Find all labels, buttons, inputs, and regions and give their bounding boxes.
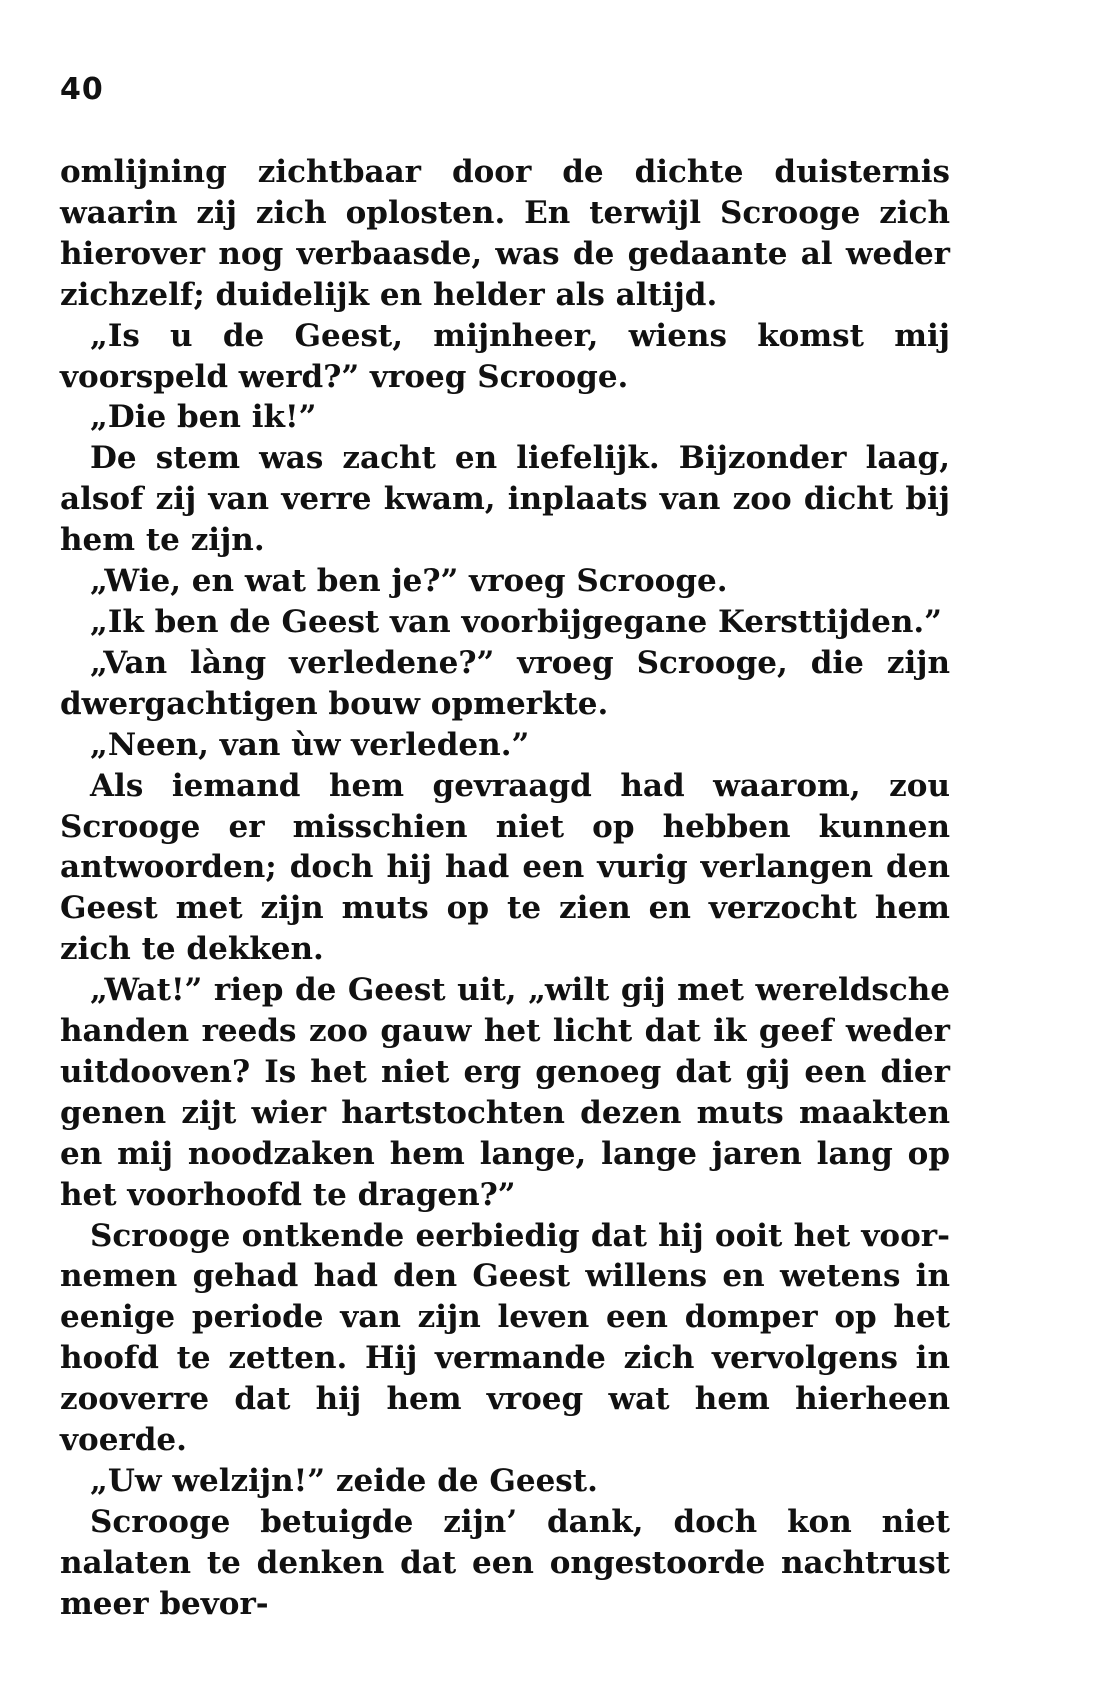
paragraph: „Van làng verledene?” vroeg Scrooge, die zijn dwergachtigen bouw opmerkte. (60, 644, 950, 722)
paragraph: „Neen, van ùw verleden.” (90, 726, 530, 763)
paragraph: Scrooge betuigde zijn’ dank, doch kon niet nalaten te denken dat een ongestoorde nachtrust meer bevor- (60, 1503, 950, 1622)
paragraph: „Wat!” riep de Geest uit, „wilt gij met wereldsche handen reeds zoo gauw het licht dat ik geef weder uitdooven? Is het niet erg genoeg dat gij een dier genen zijt wier hartstochten dezen muts maakten en mij noodzaken hem lange, lange jaren lang op het voorhoofd te dragen?” (60, 972, 950, 1213)
paragraph: Als iemand hem gevraagd had waarom, zou Scrooge er misschien niet op hebben kunnen antwoorden; doch hij had een vurig verlangen den Geest met zijn muts op te zien en verzocht hem zich te dekken. (60, 767, 950, 968)
paragraph: „Wie, en wat ben je?” vroeg Scrooge. (90, 563, 728, 600)
page-number: 40 (60, 72, 104, 107)
paragraph: „Uw welzijn!” zeide de Geest. (90, 1463, 598, 1499)
paragraph: „Ik ben de Geest van voorbijgegane Kersttijden.” (90, 603, 942, 640)
paragraph: De stem was zacht en liefelijk. Bijzonder laag, alsof zij van verre kwam, inplaats van zoo dicht bij hem te zijn. (60, 440, 950, 559)
paragraph: „Die ben ik!” (90, 399, 317, 436)
paragraph: „Is u de Geest, mijnheer, wiens komst mij voorspeld werd?” vroeg Scrooge. (60, 317, 950, 395)
paragraph: omlijning zichtbaar door de dichte duisternis waarin zij zich oplosten. En terwijl Scrooge zich hierover nog verbaasde, was de gedaante al weder zichzelf; duidelijk en helder als altijd. (60, 154, 950, 313)
body-text (60, 152, 950, 1625)
paragraph: Scrooge ontkende eerbiedig dat hij ooit het voornemen gehad had den Geest willens en wetens in eenige periode van zijn leven een domper op het hoofd te zetten. Hij vermande zich vervolgens in zooverre dat hij hem vroeg wat hem hierheen voerde. (60, 1217, 950, 1459)
